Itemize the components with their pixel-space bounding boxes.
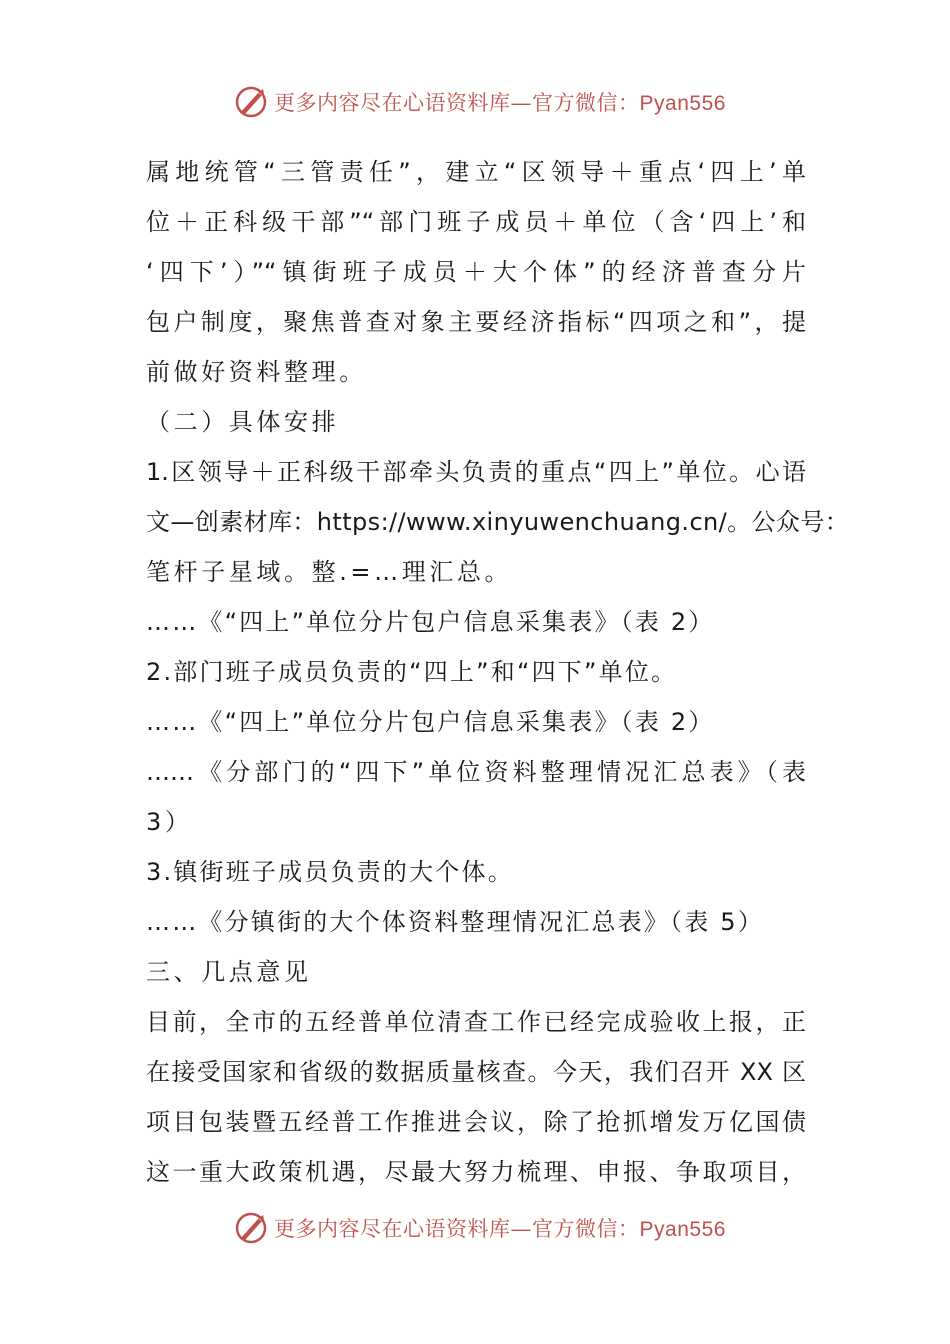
banner-text: 更多内容尽在心语资料库—官方微信：Pyan556 [274,1217,726,1241]
wechat-id: Pyan556 [639,92,726,115]
text-line: 在接受国家和省级的数据质量核查。今天，我们召开 XX 区 [146,1058,806,1086]
text-line: 前做好资料整理。 [146,358,367,386]
text-line: 项目包装暨五经普工作推进会议，除了抢抓增发万亿国债 [146,1108,806,1136]
text-line: ……《“四上”单位分片包户信息采集表》（表 2） [146,708,715,736]
text-line: 2.部门班子成员负责的“四上”和“四下”单位。 [146,658,678,686]
wechat-id: Pyan556 [639,1218,726,1241]
text-line: 文—创素材库：https://www.xinyuwenchuang.cn/。公众号： [146,508,850,536]
document-body [146,147,850,1197]
header-watermark-banner [0,82,950,122]
section-heading: （二）具体安排 [146,408,340,436]
banner-text: 更多内容尽在心语资料库—官方微信：Pyan556 [274,91,726,115]
text-line: 3） [146,808,193,836]
text-line: 笔杆子星域。整.=…理汇总。 [146,558,513,586]
text-line: 1.区领导＋正科级干部牵头负责的重点“四上”单位。心语 [146,458,806,486]
pen-logo-icon [234,1211,268,1245]
pen-logo-icon [234,85,268,119]
text-line: 属地统管“三管责任”，建立“区领导＋重点‘四上’单 [146,158,806,186]
section-heading: 三、几点意见 [146,958,312,986]
text-line: 包户制度，聚焦普查对象主要经济指标“四项之和”，提 [146,308,806,336]
text-line: ‘四下’）”“镇街班子成员＋大个体”的经济普查分片 [146,258,806,286]
text-line: 这一重大政策机遇，尽最大努力梳理、申报、争取项目， [146,1158,806,1186]
text-line: 3.镇街班子成员负责的大个体。 [146,858,514,886]
text-line: ……《“四上”单位分片包户信息采集表》（表 2） [146,608,715,636]
text-line: 目前，全市的五经普单位清查工作已经完成验收上报，正 [146,1008,806,1036]
text-line: ……《分镇街的大个体资料整理情况汇总表》（表 5） [146,908,764,936]
text-line: 位＋正科级干部”“部门班子成员＋单位（含‘四上’和 [146,208,806,236]
text-line: ……《分部门的“四下”单位资料整理情况汇总表》（表 [146,758,806,786]
footer-watermark-banner [0,1208,950,1248]
